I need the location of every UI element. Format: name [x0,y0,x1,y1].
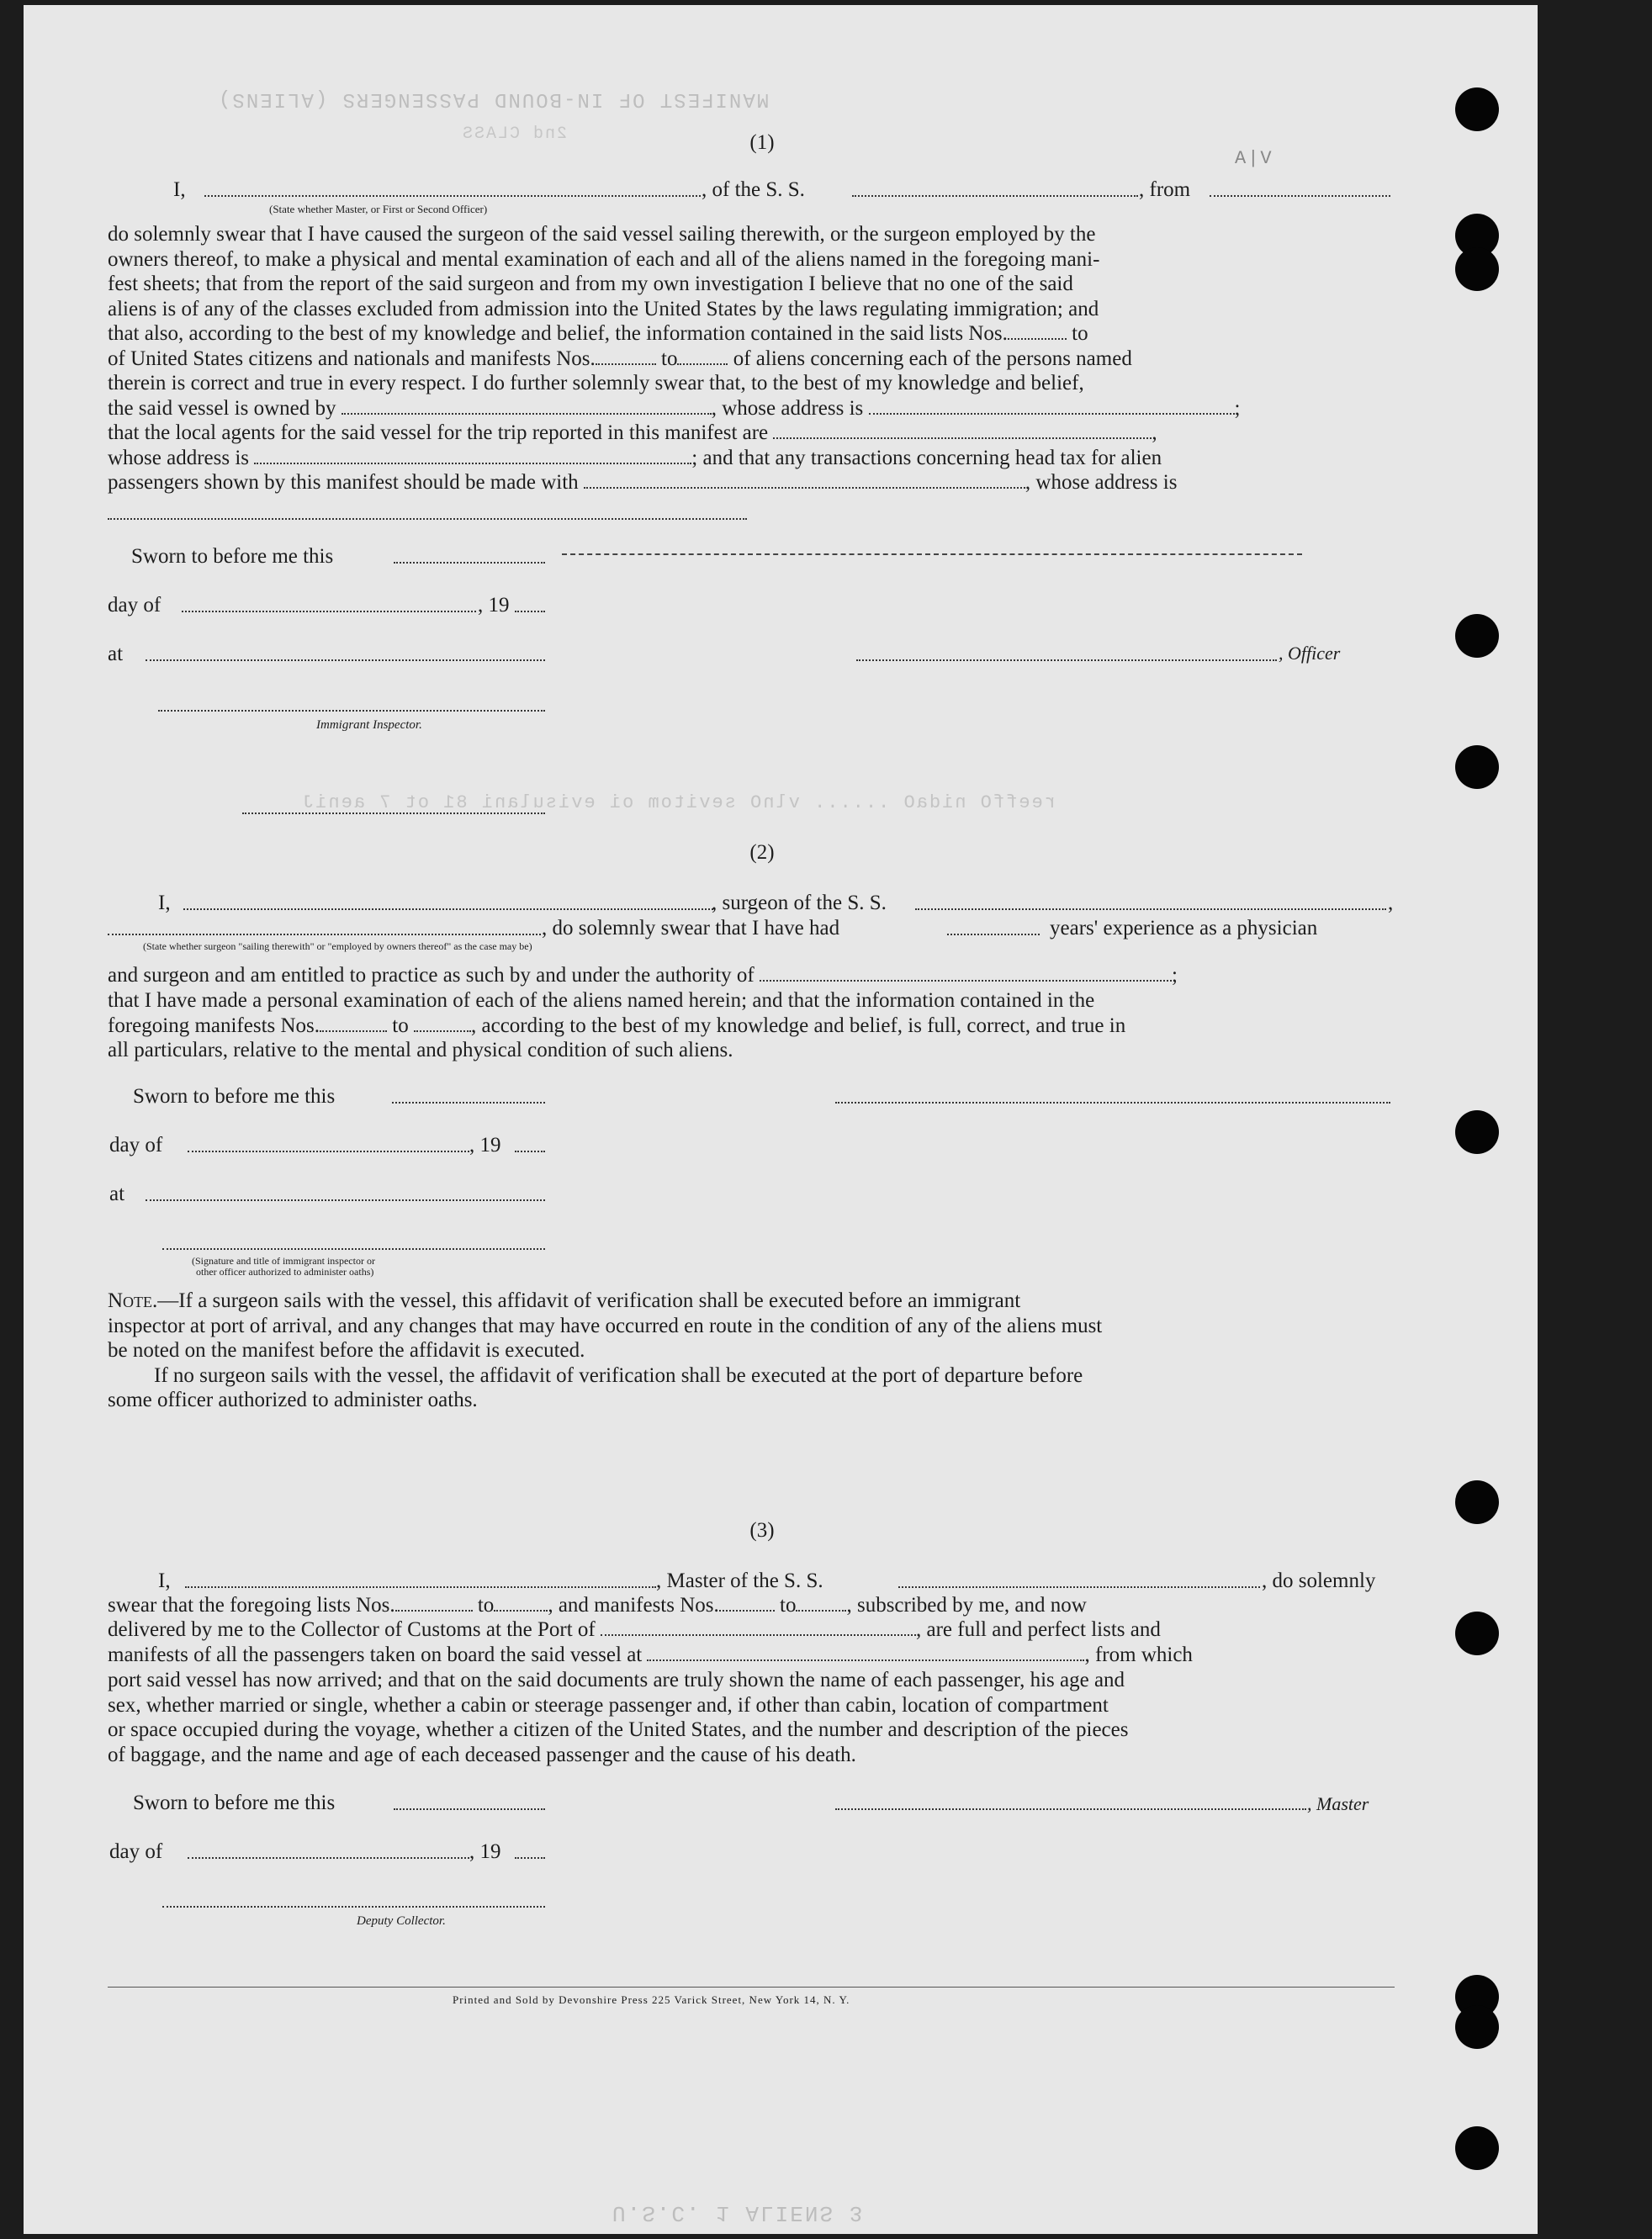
s1-day-field [182,611,476,612]
s3-body [108,1668,1374,1767]
s1-caption: (State whether Master, or First or Second Officer) [269,203,488,215]
s2-authority: and surgeon and am entitled to practice as such by and under the authority of ; [108,964,1178,987]
note-line: Note.—If a surgeon sails with the vessel, this affidavit of verification shall be executed before an immigrant [108,1289,1021,1312]
s2-body [108,988,1374,1063]
s1-year-field [515,611,545,612]
s1-officer-field [856,659,1277,661]
s2-caption: (State whether surgeon "sailing therewith" or "employed by owners thereof" as the case may be) [143,940,532,952]
section-1-number: (1) [749,131,775,154]
s1-from-field [1210,195,1390,197]
s1-body-line: passengers shown by this manifest should be made with , whose address is [108,471,1178,494]
s2-surgeon-of: , surgeon of the S. S. [712,892,887,914]
s1-address-cont [108,518,747,520]
s3-master: , Master [1307,1793,1369,1814]
s3-name-field [185,1586,656,1588]
note-line: inspector at port of arrival, and any changes that may have occurred en route in the condition of any of the aliens must [108,1314,1103,1337]
s1-sworn-field [394,562,545,564]
s2-body-line: foregoing manifests Nos. to , according to the best of my knowledge and belief, is full, correct, and true in [108,1014,1126,1037]
note-line: be noted on the manifest before the affidavit is executed. [108,1339,585,1362]
s3-sworn: Sworn to before me this [133,1792,336,1814]
section-2-number: (2) [749,841,775,864]
s2-note [108,1289,1374,1413]
s3-sworn-field [394,1808,545,1810]
s3-day-field [188,1857,469,1859]
punch-hole [1455,247,1499,291]
s2-experience: years' experience as a physician [1050,917,1318,940]
s2-swear: , do solemnly swear that I have had [542,917,840,940]
s1-body [108,222,1374,495]
s1-year: , 19 [478,594,510,617]
punch-hole [1455,2126,1499,2170]
s1-prefix: I, [173,178,186,201]
s3-body-line: of baggage, and the name and age of each deceased passenger and the cause of his death. [108,1743,856,1766]
s1-at-field [146,659,545,661]
s1-inspector: Immigrant Inspector. [316,718,422,732]
manifest-page [24,5,1538,2234]
punch-hole [1455,1110,1499,1154]
s3-day-of: day of [109,1840,163,1863]
s1-body-line: aliens is of any of the classes excluded from admission into the United States by the laws regulating immigration; and [108,297,1099,320]
s1-body-line: the said vessel is owned by , whose address is ; [108,396,1241,420]
s1-name-field [204,195,701,197]
s1-body-line: fest sheets; that from the report of the said surgeon and from my own investigation I believe that no one of the said [108,273,1073,295]
s1-body-line: owners thereof, to make a physical and mental examination of each and all of the aliens named in the foregoing mani- [108,247,1100,271]
s2-comma: , [1388,892,1394,914]
s1-from: , from [1139,178,1191,201]
s2-signature-field [835,1102,1390,1104]
bleed-mid: reeffO nidaO ...... vlnO sevitom oi evisulani 81 ot 7 aeniJ [301,792,1056,813]
s2-sig-caption-1: (Signature and title of immigrant inspector or [192,1255,375,1267]
note-line: If no surgeon sails with the vessel, the affidavit of verification shall be executed at the port of departure before [154,1363,1083,1387]
s2-day-of: day of [109,1134,163,1157]
s3-year: , 19 [469,1840,501,1863]
s3-line3: delivered by me to the Collector of Customs at the Port of , are full and perfect lists and [108,1618,1161,1641]
s3-vessel-field [898,1586,1260,1588]
punch-hole [1455,87,1499,131]
s2-years-field [947,934,1040,935]
s1-line1 [173,178,186,202]
s2-name-field [183,908,713,910]
s3-year-field [515,1857,545,1859]
s2-day-field [188,1151,469,1152]
s1-body-line: of United States citizens and nationals and manifests Nos. to of aliens concerning each of the persons named [108,347,1132,370]
s3-body-line: port said vessel has now arrived; and that on the said documents are truly shown the name of each passenger, his age and [108,1669,1125,1691]
s2-sworn: Sworn to before me this [133,1085,336,1108]
bleed-stamp: A|V [1235,148,1273,169]
punch-hole [1455,2005,1499,2049]
s1-officer: , Officer [1279,643,1341,664]
bleed-header-row: 2nd CLASS [461,124,568,144]
footer-printer: Printed and Sold by Devonshire Press 225 Varick Street, New York 14, N. Y. [453,1993,850,2006]
s1-of-ss: , of the S. S. [702,178,805,201]
s3-body-line: or space occupied during the voyage, whether a citizen of the United States, and the number and description of the pieces [108,1718,1129,1741]
s3-line2: swear that the foregoing lists Nos. to , and manifests Nos. to , subscribed by me, and now [108,1594,1087,1617]
s2-body-line: that I have made a personal examination of each of the aliens named herein; and that the information contained in the [108,989,1095,1012]
punch-hole [1455,614,1499,658]
s1-at: at [108,643,124,665]
footer-rule [108,1987,1395,1988]
section-3-number: (3) [749,1519,775,1542]
bleed-header: MANIFEST OF IN-BOUND PASSENGERS (ALIENS) [217,87,770,110]
s2-type-field [108,934,541,935]
s1-sworn: Sworn to before me this [131,545,334,568]
bleed-bottom: U.S.C. 1 ALIENS 3 [612,2200,865,2226]
punch-hole [1455,1480,1499,1524]
s1-body-line: that also, according to the best of my knowledge and belief, the information contained in the said lists Nos. to [108,322,1088,345]
s1-body-line: whose address is ; and that any transactions concerning head tax for alien [108,446,1162,469]
s1-body-line: therein is correct and true in every respect. I do further solemnly swear that, to the best of my knowledge and belief, [108,372,1084,394]
punch-hole [1455,745,1499,789]
s2-at: at [109,1183,125,1205]
s3-collector-field [162,1906,545,1908]
s2-sig-caption-2: other officer authorized to administer oaths) [196,1266,374,1278]
s2-year-field [515,1151,545,1152]
s1-day-of: day of [108,594,161,617]
s1-signature-line [562,553,1302,555]
s3-prefix: I, [158,1569,171,1592]
s3-collector: Deputy Collector. [357,1914,446,1928]
s3-line4: manifests of all the passengers taken on board the said vessel at , from which [108,1644,1193,1666]
s1-body-line: that the local agents for the said vessel for the trip reported in this manifest are , [108,421,1157,444]
note-line: some officer authorized to administer oaths. [108,1389,478,1411]
s2-body-line: all particulars, relative to the mental and physical condition of such aliens. [108,1039,733,1061]
s3-master-of: , Master of the S. S. [656,1569,823,1592]
s2-vessel-field [915,908,1386,910]
s2-prefix: I, [158,892,171,914]
s1-body-line: do solemnly swear that I have caused the surgeon of the said vessel sailing therewith, or the surgeon employed by the [108,223,1096,246]
s3-body-line: sex, whether married or single, whether a cabin or steerage passenger and, if other than cabin, location of compartment [108,1693,1109,1717]
s1-vessel-field [852,195,1138,197]
s2-sig-field [162,1248,545,1250]
s3-master-field [835,1808,1306,1810]
s1-extra-dots [242,812,545,814]
s3-swear: , do solemnly [1262,1569,1376,1592]
s2-at-field [146,1199,545,1201]
s2-year: , 19 [469,1134,501,1157]
s2-sworn-field [392,1102,545,1104]
punch-hole [1455,1612,1499,1655]
s1-inspector-field [158,710,545,712]
